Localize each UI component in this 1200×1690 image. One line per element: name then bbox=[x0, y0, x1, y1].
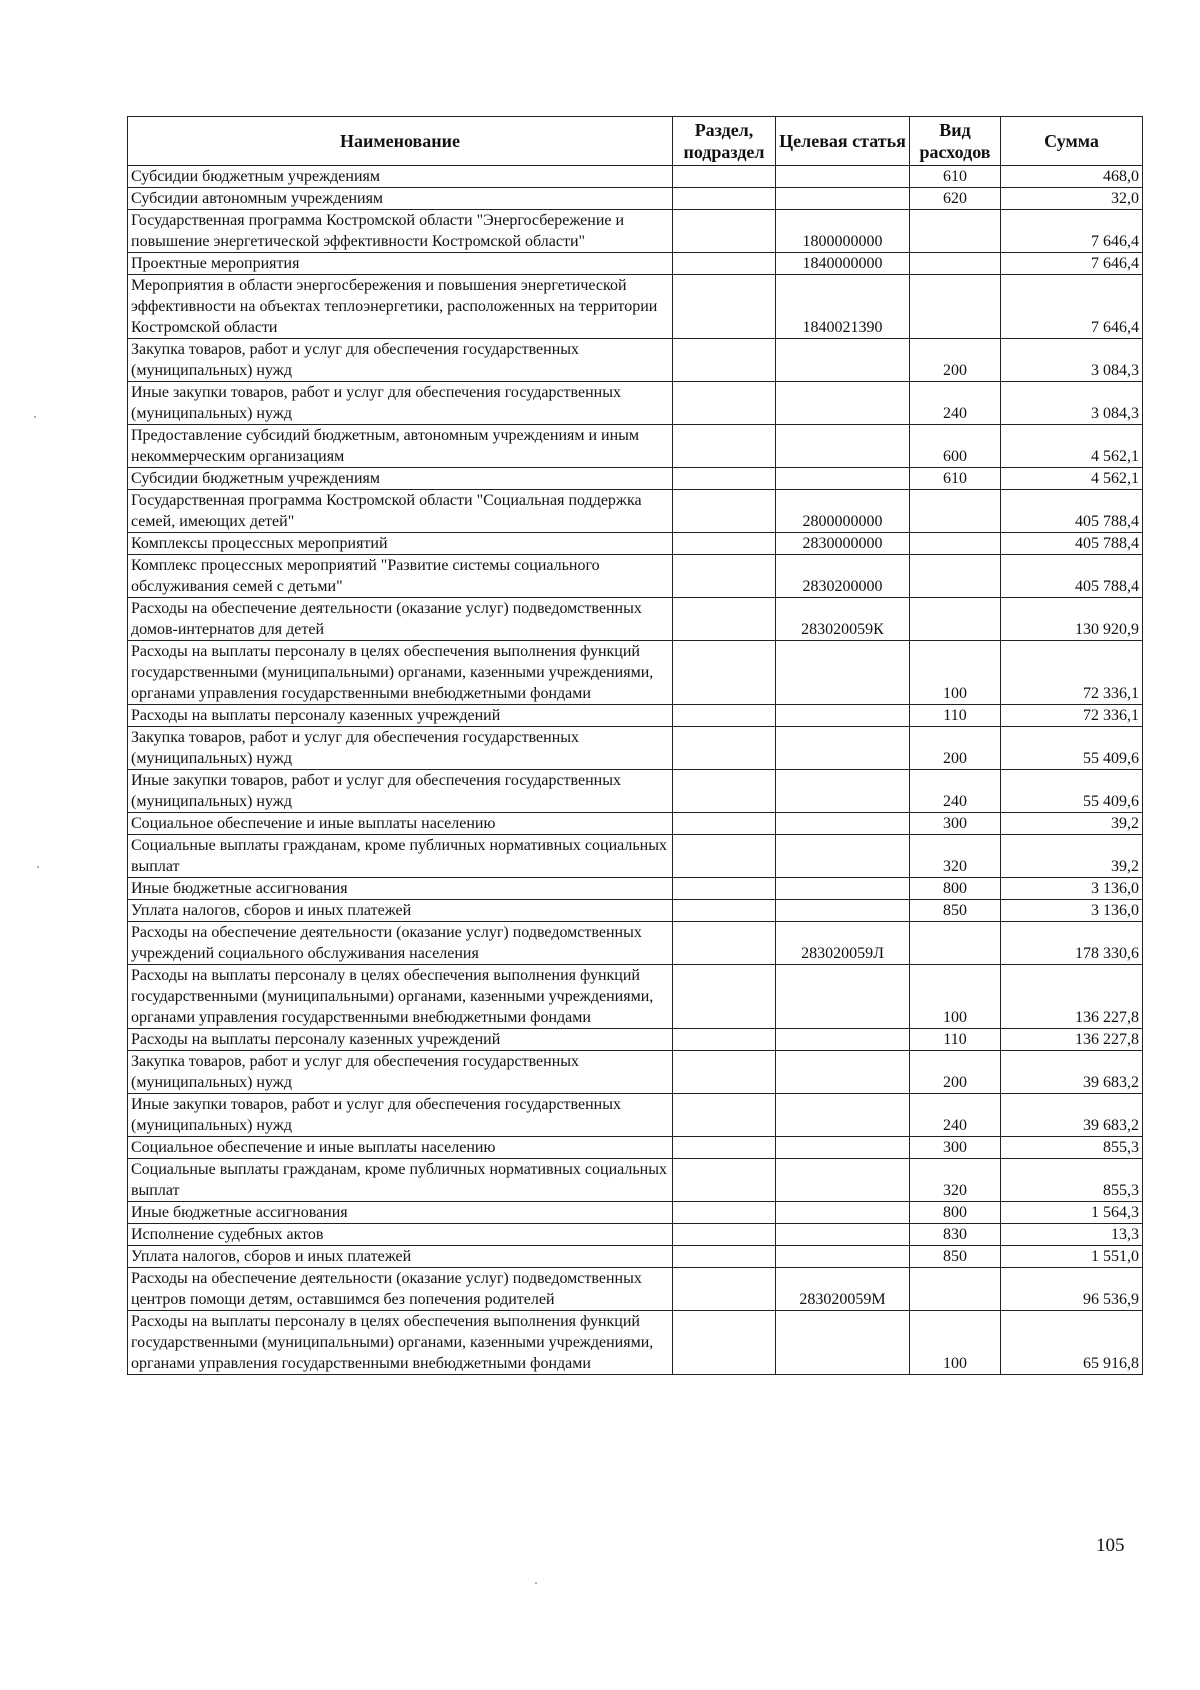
cell-section bbox=[673, 1051, 776, 1094]
table-row bbox=[128, 1246, 1143, 1268]
cell-kind: 110 bbox=[910, 705, 1001, 727]
budget-table-container bbox=[127, 116, 1142, 1375]
table-row bbox=[128, 1029, 1143, 1051]
cell-sum: 72 336,1 bbox=[1001, 705, 1143, 727]
table-row bbox=[128, 1159, 1143, 1202]
cell-kind: 100 bbox=[910, 641, 1001, 705]
cell-sum: 55 409,6 bbox=[1001, 770, 1143, 813]
cell-target bbox=[776, 727, 910, 770]
cell-sum: 55 409,6 bbox=[1001, 727, 1143, 770]
cell-name: Расходы на выплаты персоналу в целях обеспечения выполнения функций государственными (муниципальными) органами, казенными учреждениями, органами управления государственными внебюджетными фондами bbox=[128, 641, 673, 705]
scan-speck bbox=[37, 866, 39, 868]
table-row bbox=[128, 339, 1143, 382]
cell-target bbox=[776, 1246, 910, 1268]
cell-target: 1800000000 bbox=[776, 210, 910, 253]
cell-target bbox=[776, 770, 910, 813]
cell-name: Расходы на выплаты персоналу в целях обеспечения выполнения функций государственными (муниципальными) органами, казенными учреждениями, органами управления государственными внебюджетными фондами bbox=[128, 965, 673, 1029]
cell-name: Социальное обеспечение и иные выплаты населению bbox=[128, 1137, 673, 1159]
cell-name: Иные закупки товаров, работ и услуг для обеспечения государственных (муниципальных) нужд bbox=[128, 770, 673, 813]
cell-section bbox=[673, 1224, 776, 1246]
cell-sum: 32,0 bbox=[1001, 188, 1143, 210]
table-row bbox=[128, 900, 1143, 922]
cell-name: Иные бюджетные ассигнования bbox=[128, 1202, 673, 1224]
cell-name: Расходы на выплаты персоналу в целях обеспечения выполнения функций государственными (муниципальными) органами, казенными учреждениями, органами управления государственными внебюджетными фондами bbox=[128, 1311, 673, 1375]
cell-sum: 405 788,4 bbox=[1001, 555, 1143, 598]
cell-kind: 100 bbox=[910, 1311, 1001, 1375]
cell-kind: 110 bbox=[910, 1029, 1001, 1051]
cell-sum: 7 646,4 bbox=[1001, 210, 1143, 253]
cell-name: Комплексы процессных мероприятий bbox=[128, 533, 673, 555]
header-name: Наименование bbox=[128, 117, 673, 166]
table-row bbox=[128, 705, 1143, 727]
cell-target bbox=[776, 339, 910, 382]
cell-target bbox=[776, 1159, 910, 1202]
cell-name: Исполнение судебных актов bbox=[128, 1224, 673, 1246]
cell-kind: 800 bbox=[910, 1202, 1001, 1224]
table-row bbox=[128, 727, 1143, 770]
cell-section bbox=[673, 555, 776, 598]
cell-section bbox=[673, 1029, 776, 1051]
table-row bbox=[128, 382, 1143, 425]
cell-sum: 855,3 bbox=[1001, 1137, 1143, 1159]
cell-name: Расходы на выплаты персоналу казенных учреждений bbox=[128, 1029, 673, 1051]
cell-kind bbox=[910, 275, 1001, 339]
cell-section bbox=[673, 598, 776, 641]
table-header bbox=[128, 117, 1143, 166]
cell-section bbox=[673, 533, 776, 555]
cell-name: Расходы на обеспечение деятельности (оказание услуг) подведомственных учреждений социального обслуживания населения bbox=[128, 922, 673, 965]
cell-sum: 130 920,9 bbox=[1001, 598, 1143, 641]
cell-kind: 830 bbox=[910, 1224, 1001, 1246]
cell-section bbox=[673, 1094, 776, 1137]
cell-kind: 600 bbox=[910, 425, 1001, 468]
table-row bbox=[128, 468, 1143, 490]
table-row bbox=[128, 490, 1143, 533]
cell-target bbox=[776, 1137, 910, 1159]
cell-section bbox=[673, 166, 776, 188]
table-row bbox=[128, 275, 1143, 339]
cell-name: Иные бюджетные ассигнования bbox=[128, 878, 673, 900]
cell-target bbox=[776, 1094, 910, 1137]
table-row bbox=[128, 1051, 1143, 1094]
cell-kind bbox=[910, 253, 1001, 275]
cell-sum: 39 683,2 bbox=[1001, 1051, 1143, 1094]
cell-kind: 320 bbox=[910, 1159, 1001, 1202]
cell-name: Предоставление субсидий бюджетным, автономным учреждениям и иным некоммерческим организациям bbox=[128, 425, 673, 468]
cell-sum: 96 536,9 bbox=[1001, 1268, 1143, 1311]
table-row bbox=[128, 965, 1143, 1029]
table-row bbox=[128, 598, 1143, 641]
page-number: 105 bbox=[1096, 1535, 1125, 1556]
table-row bbox=[128, 878, 1143, 900]
cell-target bbox=[776, 965, 910, 1029]
cell-section bbox=[673, 382, 776, 425]
cell-kind: 200 bbox=[910, 339, 1001, 382]
cell-sum: 1 564,3 bbox=[1001, 1202, 1143, 1224]
cell-sum: 468,0 bbox=[1001, 166, 1143, 188]
table-row bbox=[128, 1311, 1143, 1375]
cell-kind bbox=[910, 533, 1001, 555]
cell-target bbox=[776, 813, 910, 835]
cell-name: Иные закупки товаров, работ и услуг для обеспечения государственных (муниципальных) нужд bbox=[128, 1094, 673, 1137]
cell-section bbox=[673, 1137, 776, 1159]
cell-target bbox=[776, 382, 910, 425]
cell-name: Расходы на обеспечение деятельности (оказание услуг) подведомственных домов-интернатов для детей bbox=[128, 598, 673, 641]
cell-sum: 39 683,2 bbox=[1001, 1094, 1143, 1137]
table-row bbox=[128, 533, 1143, 555]
cell-target bbox=[776, 468, 910, 490]
cell-target: 283020059Л bbox=[776, 922, 910, 965]
cell-kind: 610 bbox=[910, 468, 1001, 490]
table-row bbox=[128, 425, 1143, 468]
cell-section bbox=[673, 1202, 776, 1224]
cell-kind: 610 bbox=[910, 166, 1001, 188]
cell-sum: 405 788,4 bbox=[1001, 533, 1143, 555]
cell-target bbox=[776, 835, 910, 878]
cell-sum: 39,2 bbox=[1001, 813, 1143, 835]
table-row bbox=[128, 1094, 1143, 1137]
table-row bbox=[128, 166, 1143, 188]
cell-name: Мероприятия в области энергосбережения и повышения энергетической эффективности на объектах теплоэнергетики, расположенных на территории Костромской области bbox=[128, 275, 673, 339]
header-target: Целевая статья bbox=[776, 117, 910, 166]
cell-target bbox=[776, 878, 910, 900]
cell-name: Социальные выплаты гражданам, кроме публичных нормативных социальных выплат bbox=[128, 1159, 673, 1202]
cell-name: Государственная программа Костромской области "Энергосбережение и повышение энергетической эффективности Костромской области" bbox=[128, 210, 673, 253]
cell-name: Уплата налогов, сборов и иных платежей bbox=[128, 900, 673, 922]
cell-name: Закупка товаров, работ и услуг для обеспечения государственных (муниципальных) нужд bbox=[128, 727, 673, 770]
cell-sum: 3 136,0 bbox=[1001, 878, 1143, 900]
cell-kind bbox=[910, 555, 1001, 598]
cell-kind: 100 bbox=[910, 965, 1001, 1029]
cell-name: Комплекс процессных мероприятий "Развитие системы социального обслуживания семей с детьми" bbox=[128, 555, 673, 598]
cell-sum: 3 084,3 bbox=[1001, 339, 1143, 382]
cell-section bbox=[673, 1246, 776, 1268]
table-row bbox=[128, 1202, 1143, 1224]
cell-section bbox=[673, 339, 776, 382]
cell-section bbox=[673, 425, 776, 468]
cell-sum: 4 562,1 bbox=[1001, 468, 1143, 490]
scan-speck bbox=[34, 416, 36, 418]
cell-sum: 7 646,4 bbox=[1001, 253, 1143, 275]
cell-target bbox=[776, 1224, 910, 1246]
cell-sum: 136 227,8 bbox=[1001, 965, 1143, 1029]
table-row bbox=[128, 253, 1143, 275]
table-row bbox=[128, 922, 1143, 965]
cell-kind bbox=[910, 490, 1001, 533]
cell-target bbox=[776, 1051, 910, 1094]
cell-name: Социальные выплаты гражданам, кроме публичных нормативных социальных выплат bbox=[128, 835, 673, 878]
header-sum: Сумма bbox=[1001, 117, 1143, 166]
cell-section bbox=[673, 490, 776, 533]
cell-section bbox=[673, 188, 776, 210]
cell-sum: 855,3 bbox=[1001, 1159, 1143, 1202]
table-row bbox=[128, 1268, 1143, 1311]
cell-kind bbox=[910, 598, 1001, 641]
table-row bbox=[128, 770, 1143, 813]
cell-section bbox=[673, 253, 776, 275]
cell-kind: 620 bbox=[910, 188, 1001, 210]
cell-sum: 3 084,3 bbox=[1001, 382, 1143, 425]
cell-section bbox=[673, 770, 776, 813]
table-body bbox=[128, 166, 1143, 1375]
header-row bbox=[128, 117, 1143, 166]
cell-name: Субсидии бюджетным учреждениям bbox=[128, 468, 673, 490]
cell-section bbox=[673, 727, 776, 770]
cell-name: Расходы на выплаты персоналу казенных учреждений bbox=[128, 705, 673, 727]
cell-kind: 800 bbox=[910, 878, 1001, 900]
cell-name: Субсидии бюджетным учреждениям bbox=[128, 166, 673, 188]
cell-kind: 300 bbox=[910, 813, 1001, 835]
cell-name: Уплата налогов, сборов и иных платежей bbox=[128, 1246, 673, 1268]
cell-sum: 405 788,4 bbox=[1001, 490, 1143, 533]
cell-section bbox=[673, 965, 776, 1029]
cell-name: Иные закупки товаров, работ и услуг для обеспечения государственных (муниципальных) нужд bbox=[128, 382, 673, 425]
cell-kind: 200 bbox=[910, 727, 1001, 770]
cell-section bbox=[673, 922, 776, 965]
cell-name: Закупка товаров, работ и услуг для обеспечения государственных (муниципальных) нужд bbox=[128, 1051, 673, 1094]
cell-section bbox=[673, 275, 776, 339]
cell-target bbox=[776, 425, 910, 468]
scan-speck bbox=[535, 1582, 537, 1584]
cell-target bbox=[776, 1202, 910, 1224]
cell-sum: 178 330,6 bbox=[1001, 922, 1143, 965]
cell-name: Субсидии автономным учреждениям bbox=[128, 188, 673, 210]
cell-name: Проектные мероприятия bbox=[128, 253, 673, 275]
cell-section bbox=[673, 468, 776, 490]
cell-target bbox=[776, 705, 910, 727]
cell-kind: 320 bbox=[910, 835, 1001, 878]
cell-kind: 300 bbox=[910, 1137, 1001, 1159]
cell-kind bbox=[910, 210, 1001, 253]
cell-target bbox=[776, 1029, 910, 1051]
cell-sum: 1 551,0 bbox=[1001, 1246, 1143, 1268]
cell-target bbox=[776, 641, 910, 705]
cell-name: Социальное обеспечение и иные выплаты населению bbox=[128, 813, 673, 835]
cell-kind: 240 bbox=[910, 1094, 1001, 1137]
header-section: Раздел, подраздел bbox=[673, 117, 776, 166]
table-row bbox=[128, 1224, 1143, 1246]
cell-name: Закупка товаров, работ и услуг для обеспечения государственных (муниципальных) нужд bbox=[128, 339, 673, 382]
cell-section bbox=[673, 1311, 776, 1375]
cell-section bbox=[673, 1159, 776, 1202]
cell-sum: 3 136,0 bbox=[1001, 900, 1143, 922]
cell-target: 283020059М bbox=[776, 1268, 910, 1311]
cell-kind: 850 bbox=[910, 900, 1001, 922]
cell-section bbox=[673, 1268, 776, 1311]
cell-target: 1840021390 bbox=[776, 275, 910, 339]
header-kind: Вид расходов bbox=[910, 117, 1001, 166]
cell-target: 283020059К bbox=[776, 598, 910, 641]
cell-section bbox=[673, 813, 776, 835]
cell-section bbox=[673, 900, 776, 922]
cell-target: 2830000000 bbox=[776, 533, 910, 555]
cell-target bbox=[776, 900, 910, 922]
cell-target bbox=[776, 1311, 910, 1375]
cell-kind: 240 bbox=[910, 382, 1001, 425]
cell-sum: 39,2 bbox=[1001, 835, 1143, 878]
cell-kind bbox=[910, 922, 1001, 965]
cell-name: Государственная программа Костромской области "Социальная поддержка семей, имеющих детей" bbox=[128, 490, 673, 533]
cell-name: Расходы на обеспечение деятельности (оказание услуг) подведомственных центров помощи детям, оставшимся без попечения родителей bbox=[128, 1268, 673, 1311]
table-row bbox=[128, 188, 1143, 210]
cell-section bbox=[673, 705, 776, 727]
table-row bbox=[128, 1137, 1143, 1159]
table-row bbox=[128, 210, 1143, 253]
cell-sum: 72 336,1 bbox=[1001, 641, 1143, 705]
table-row bbox=[128, 813, 1143, 835]
cell-sum: 7 646,4 bbox=[1001, 275, 1143, 339]
cell-target bbox=[776, 188, 910, 210]
cell-sum: 136 227,8 bbox=[1001, 1029, 1143, 1051]
cell-target: 2800000000 bbox=[776, 490, 910, 533]
cell-section bbox=[673, 210, 776, 253]
cell-target: 2830200000 bbox=[776, 555, 910, 598]
table-row bbox=[128, 835, 1143, 878]
cell-sum: 65 916,8 bbox=[1001, 1311, 1143, 1375]
cell-kind: 850 bbox=[910, 1246, 1001, 1268]
cell-section bbox=[673, 835, 776, 878]
cell-section bbox=[673, 878, 776, 900]
table-row bbox=[128, 555, 1143, 598]
cell-kind: 200 bbox=[910, 1051, 1001, 1094]
cell-target: 1840000000 bbox=[776, 253, 910, 275]
cell-sum: 4 562,1 bbox=[1001, 425, 1143, 468]
cell-kind bbox=[910, 1268, 1001, 1311]
cell-target bbox=[776, 166, 910, 188]
cell-kind: 240 bbox=[910, 770, 1001, 813]
budget-table bbox=[127, 116, 1143, 1375]
cell-sum: 13,3 bbox=[1001, 1224, 1143, 1246]
table-row bbox=[128, 641, 1143, 705]
cell-section bbox=[673, 641, 776, 705]
